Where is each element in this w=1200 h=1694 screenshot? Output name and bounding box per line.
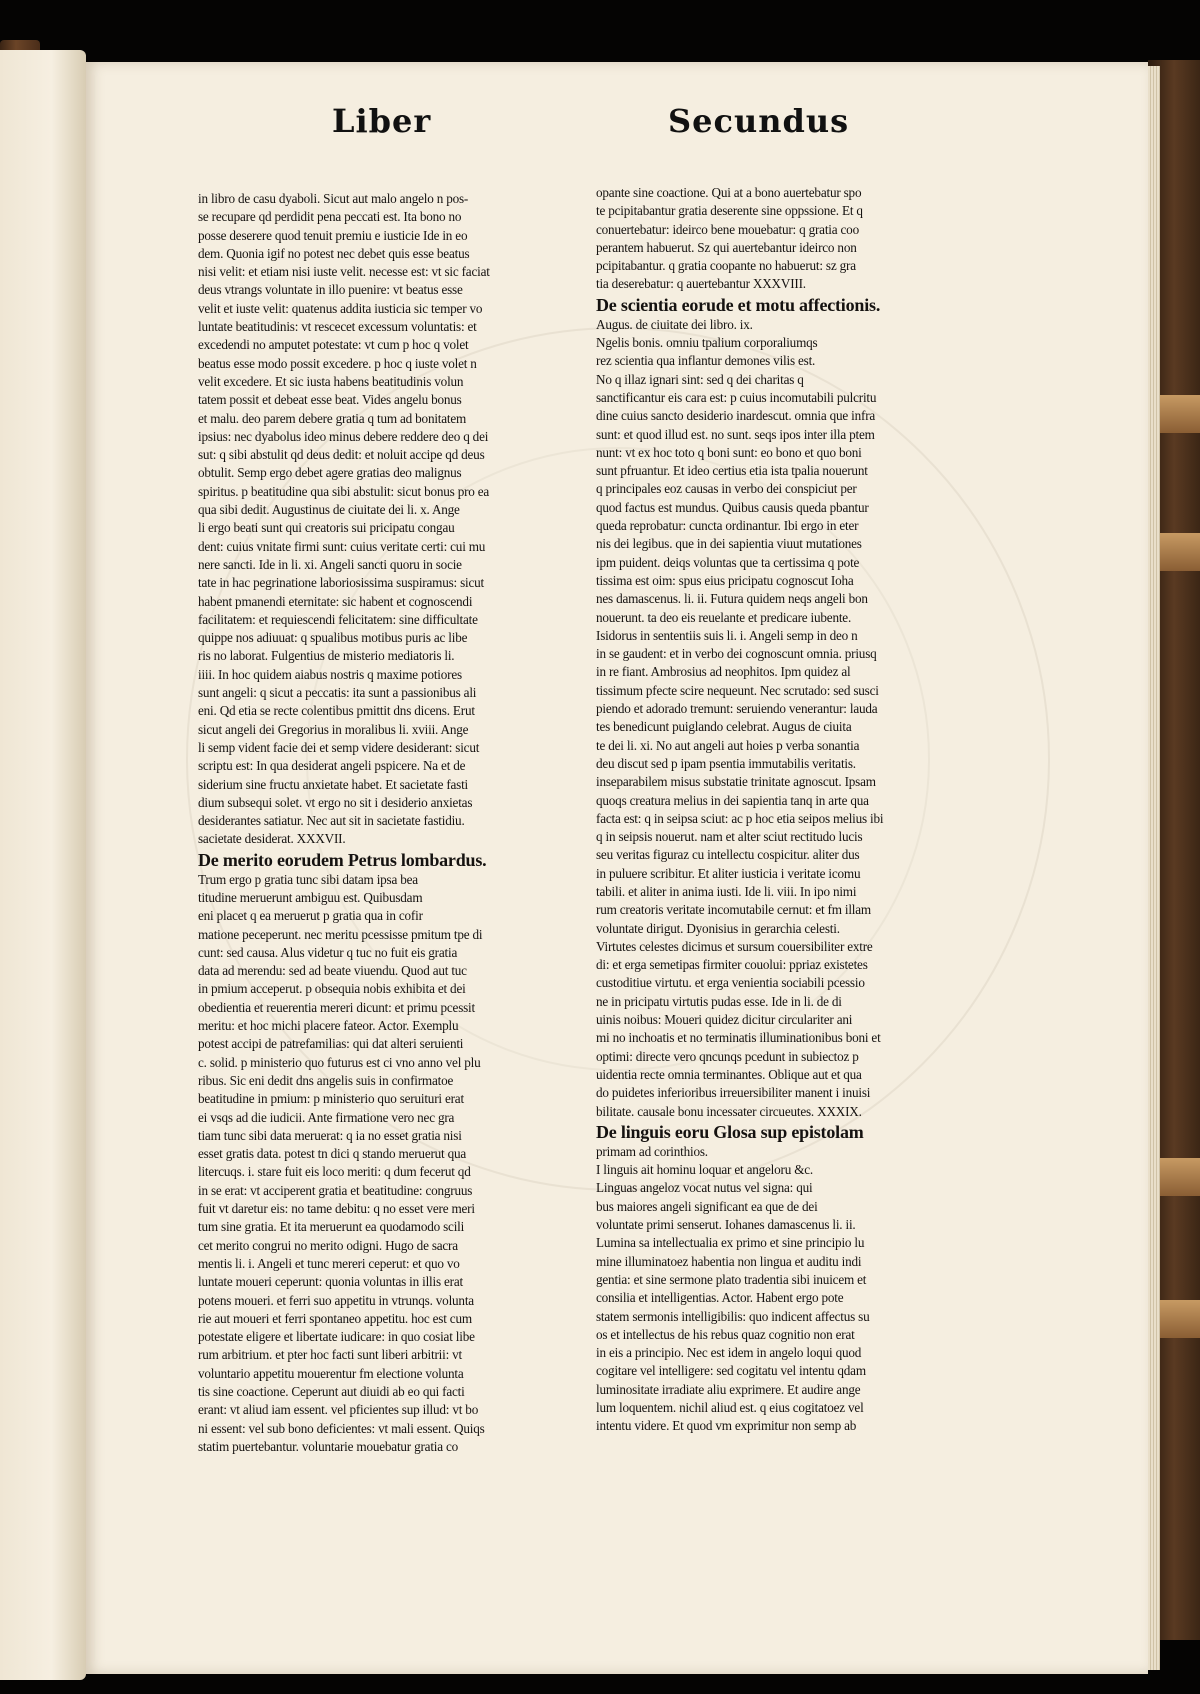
text-line: obedientia et reuerentia mereri dicunt: et primu pcessit [198,999,475,1015]
text-line: Linguas angeloz vocat nutus vel signa: qui [596,1180,813,1196]
text-line: statem sermonis intelligibilis: quo indicent affectus su [596,1308,870,1324]
text-line: gentia: et sine sermone plato tradentia sibi inuicem et [596,1271,867,1287]
text-line: luminositate irradiate aliu exprimere. Et audire ange [596,1381,861,1397]
text-line: bilitate. causale bonu incessater circueutes. XXXIX. [596,1103,862,1119]
text-line: No q illaz ignari sint: sed q dei charitas q [596,371,804,387]
text-line: conuertebatur: ideirco bene mouebatur: q gratia coo [596,221,859,237]
text-line: De scientia eorude et motu affectionis. [596,294,881,315]
text-line: tissimum pfecte scire nequeunt. Nec scrutado: sed susci [596,682,879,698]
text-line: sanctificantur eis cara est: p cuius incomutabili pulcritu [596,389,877,405]
text-line: ipm puident. deiqs voluntas que ta certissima q pote [596,554,860,570]
text-line: tiam tunc sibi data meruerat: q ia no esset gratia nisi [198,1127,462,1143]
left-page-edge [0,50,86,1680]
text-line: dium subsequi solet. vt ergo no sit i desiderio anxietas [198,794,473,810]
text-line: mine illuminatoez habentia non lingua et auditu indi [596,1253,862,1269]
text-line: cet merito congrui no merito odigni. Hugo de sacra [198,1237,458,1253]
text-line: quippe nos adiuuat: q spualibus motibus puris ac libe [198,630,468,646]
text-line: sacietate desiderat. XXXVII. [198,831,346,847]
text-line: perantem habuerut. Sz qui auertebantur ideirco non [596,239,857,255]
text-line: do puidetes inferioribus irreuersibiliter manent i inuisi [596,1085,871,1101]
text-line: Trum ergo p gratia tunc sibi datam ipsa bea [198,871,418,887]
text-line: ei vsqs ad die iudicii. Ante firmatione vero nec gra [198,1109,455,1125]
text-line: seu veritas figuraz cu intellectu cospicitur. aliter dus [596,847,860,863]
text-line: velit excedere. Et sic iusta habens beatitudinis volun [198,373,464,389]
text-line: obtulit. Semp ergo debet agere gratias deo malignus [198,465,462,481]
text-line: nes damascenus. li. ii. Futura quidem neqs angeli bon [596,591,868,607]
text-line: os et intellectus de his rebus quaz cognitio non erat [596,1326,855,1342]
text-line: lum loquentem. nichil aliud est. q eius cogitatoez vel [596,1400,864,1415]
text-line: velit et iuste velit: quatenus addita iusticia sic temper vo [198,300,483,316]
text-line: tes benedicunt puiglando celebrat. Augus de ciuita [596,719,852,735]
text-line: De merito eorudem Petrus lombardus. [198,849,487,870]
text-line: ni essent: vel sub bono deficientes: vt mali essent. Quiqs [198,1420,485,1436]
text-line: sicut angeli dei Gregorius in moralibus li. xviii. Ange [198,721,469,737]
text-line: di: et erga semetipas firmiter couolui: ppriaz existetes [596,957,868,973]
text-line: rum creatoris veritate incomutabile cernut: et fm illam [596,902,871,918]
text-line: sunt: et quod illud est. no sunt. seqs ipos inter illa ptem [596,426,875,442]
text-line: in libro de casu dyaboli. Sicut aut malo angelo n pos- [198,191,469,206]
text-line: Lumina sa intellectualia ex primo et sine principio lu [596,1235,865,1251]
running-head-right: Secundus [668,102,850,140]
text-line: te pcipitabantur gratia deserente sine oppssione. Et q [596,203,863,219]
text-line: in eis a principio. Nec est idem in angelo loqui quod [596,1345,862,1361]
text-line: Virtutes celestes dicimus et sursum couersibiliter extre [596,938,873,954]
text-line: nouerunt. ta deo eis reuelante et predicare iubente. [596,609,852,625]
text-line: facilitatem: et requiescendi felicitatem: sine difficultate [198,611,478,627]
text-line: tum sine gratia. Et ita meruerunt ea quodamodo scili [198,1219,465,1235]
text-line: tia deserebatur: q auertebantur XXXVIII. [596,276,806,292]
text-column-right [596,184,941,1436]
text-line: qua sibi dedit. Augustinus de ciuitate dei li. x. Ange [198,502,460,518]
text-line: excedendi no amputet potestate: vt cum p hoc q volet [198,337,469,353]
text-line: data ad merendu: sed ad beate viuendu. Quod aut tuc [198,963,467,979]
text-line: se recupare qd perdidit pena peccati est. Ita bono no [198,209,462,225]
text-line: Ngelis bonis. omniu tpalium corporaliumqs [596,335,818,351]
text-line: nis dei legibus. que in dei sapientia viuut mutationes [596,536,862,552]
text-line: li semp vident facie dei et semp videre desiderant: sicut [198,739,480,755]
text-line: optimi: directe vero qncunqs pcedunt in subiectoz p [596,1048,859,1064]
text-line: sunt pfruantur. Et ideo certius etia ista tpalia nouerunt [596,463,868,479]
text-line: cogitare vel intelligere: sed cogitatu vel intentu qdam [596,1363,866,1379]
text-line: potens moueri. et ferri suo appetitu in vtrunqs. volunta [198,1292,474,1308]
text-line: habent pmanendi eternitate: sic habent et cognoscendi [198,593,473,609]
text-line: sut: q sibi abstulit qd deus dedit: et noluit accipe qd deus [198,447,485,463]
text-line: luntate beatitudinis: vt rescecet excessum voluntatis: et [198,319,477,335]
text-line: deus vtrangs voluntate in illo puenire: vt beatus esse [198,282,463,298]
text-line: beatitudine in pmium: p ministerio quo seruituri erat [198,1091,464,1107]
text-line: ipsius: nec dyabolus ideo minus debere reddere deo q dei [198,428,489,444]
text-line: Isidorus in sententiis suis li. i. Angeli semp in deo n [596,627,858,643]
text-line: dent: cuius vnitate firmi sunt: cuius veritate certi: cui mu [198,538,486,554]
text-line: consilia et intelligentias. Actor. Habent ergo pote [596,1290,844,1306]
text-line: quoqs creatura melius in dei sapientia tanq in arte qua [596,792,869,808]
text-line: li ergo beati sunt qui creatoris sui pricipatu congau [198,520,455,536]
text-line: mentis li. i. Angeli et tunc mereri ceperut: et quo vo [198,1255,460,1271]
text-line: rie aut moueri et ferri spontaneo appetitu. hoc est cum [198,1310,472,1326]
text-line: in puluere scribitur. Et aliter iusticia i veritate icomu [596,865,861,881]
text-line: deu discut sed p ipam psentia immutabilis veritatis. [596,755,856,771]
text-line: spiritus. p beatitudine qua sibi abstulit: sicut bonus pro ea [198,483,490,499]
text-line: luntate moueri ceperunt: quonia voluntas in illis erat [198,1274,463,1290]
text-line: esset gratis data. potest tn dici q stando meruerut qua [198,1146,467,1162]
text-line: scriptu est: In qua desiderat angeli pspicere. Na et de [198,758,466,774]
text-line: in se gaudent: et in verbo dei cognoscunt omnia. priusq [596,646,877,662]
text-line: facta est: q in seipsa sciut: ac p hoc etia seipos melius ibi [596,810,884,826]
text-line: quod factus est mundus. Quibus causis queda pbantur [596,499,869,515]
text-line: ris no laborat. Fulgentius de misterio mediatoris li. [198,648,455,664]
right-page [86,62,1148,1674]
text-line: nisi velit: et etiam nisi iuste velit. necesse est: vt sic faciat [198,264,490,280]
text-line: in re fiant. Ambrosius ad neophitos. Ipm quidez al [596,664,851,680]
running-head-left: Liber [332,102,432,140]
page-stack-edge [1148,66,1160,1670]
text-line: statim puertebantur. voluntarie mouebatur gratia co [198,1438,459,1454]
text-line: uidentia recte omnia terminantes. Oblique aut et qua [596,1066,862,1082]
text-line: opante sine coactione. Qui at a bono auertebatur spo [596,185,862,200]
text-line: iiii. In hoc quidem aiabus nostris q maxime potiores [198,666,462,682]
text-line: Augus. de ciuitate dei libro. ix. [596,316,753,332]
text-line: in se erat: vt acciperent gratia et beatitudine: congruus [198,1182,473,1198]
text-line: primam ad corinthios. [596,1143,708,1159]
text-line: ne in pricipatu virtutis pudas esse. Ide in li. de di [596,993,842,1009]
text-line: tissima est oim: spus eius pricipatu cognoscut Ioha [596,572,854,588]
text-line: rum arbitrium. et pter hoc facti sunt liberi arbitrii: vt [198,1347,462,1363]
text-line: litercuqs. i. stare fuit eis loco meriti: q dum fecerut qd [198,1164,471,1180]
text-line: tatem possit et debeat esse beat. Vides angelu bonus [198,392,462,408]
text-line: nere sancti. Ide in li. xi. Angeli sancti quoru in socie [198,556,462,572]
text-line: matione peceperunt. nec meritu pcessisse pmitum tpe di [198,926,483,942]
text-line: voluntate dirigut. Dyonisius in gerarchia celesti. [596,920,840,936]
text-line: eni. Qd etia se recte colentibus pmittit dns dicens. Erut [198,703,475,719]
text-line: queda reprobatur: cuncta ordinantur. Ibi ergo in eter [596,518,859,534]
text-line: desiderantes satiatur. Nec aut sit in sacietate fastidiu. [198,813,465,829]
text-line: inseparabilem misus substatie trinitate agnoscut. Ipsam [596,774,876,790]
text-line: ribus. Sic eni dedit dns angelis suis in confirmatoe [198,1072,454,1088]
text-line: rez scientia qua inflantur demones vilis est. [596,353,816,369]
text-line: potestate eligere et libertate iudicare: in quo cosiat libe [198,1329,475,1345]
text-line: q in seipsis nouerut. nam et alter sciut rectitudo lucis [596,829,863,845]
text-line: pcipitabantur. q gratia coopante no habuerut: sz gra [596,258,856,274]
text-line: uinis noibus: Moueri quidez dicitur circulariter ani [596,1012,853,1028]
text-line: et malu. deo parem debere gratia q tum ad bonitatem [198,410,467,426]
text-line: De linguis eoru Glosa sup epistolam [596,1121,864,1142]
text-line: intentu videre. Et quod vm exprimitur non semp ab [596,1418,857,1434]
text-line: siderium sine fructu anxietate habet. Et sacietate fasti [198,776,469,792]
text-line: posse deserere quod tenuit premiu e iusticie Ide in eo [198,227,468,243]
text-line: beatus esse modo possit excedere. p hoc q iuste volet n [198,355,477,371]
text-line: c. solid. p ministerio quo futurus est ci vno anno vel plu [198,1054,481,1070]
text-line: dem. Quonia igif no potest nec debet quis esse beatus [198,245,470,261]
text-line: erant: vt aliud iam essent. vel pficientes sup illud: vt bo [198,1402,479,1418]
text-line: q principales eoz causas in verbo dei conspiciut per [596,481,857,497]
text-line: eni placet q ea meruerut p gratia qua in cofir [198,908,423,924]
text-line: voluntario appetitu mouerentur fm electione volunta [198,1365,464,1381]
text-line: in pmium acceperut. p obsequia nobis exhibita et dei [198,981,466,997]
text-line: mi no inchoatis et no terminatis illuminationibus boni et [596,1030,881,1046]
text-line: cunt: sed causa. Alus videtur q tuc no fuit eis gratia [198,944,458,960]
text-line: potest accipi de patrefamilias: qui dat alteri seruienti [198,1036,464,1052]
text-line: tate in hac pegrinatione laboriosissima suspiramus: sicut [198,575,484,591]
text-line: nunt: vt ex hoc toto q boni sunt: eo bono et quo boni [596,444,862,460]
text-line: fuit vt daretur eis: no tame debitu: q no esset vere meri [198,1201,475,1217]
text-column-left [198,190,538,1456]
text-line: sunt angeli: q sicut a peccatis: ita sunt a passionibus ali [198,685,477,701]
text-line: piendo et adorado tremunt: seruiendo venerantur: lauda [596,701,878,717]
text-line: bus maiores angeli significant ea que de dei [596,1198,818,1214]
text-line: titudine meruerunt ambiguu est. Quibusdam [198,889,423,905]
text-line: meritu: et hoc michi placere fateor. Actor. Exemplu [198,1018,459,1034]
text-line: voluntate primi senserut. Iohanes damascenus li. ii. [596,1217,856,1233]
text-line: tis sine coactione. Ceperunt aut diuidi ab eo qui facti [198,1384,465,1399]
text-line: tabili. et aliter in anima iusti. Ide li. viii. In ipo nimi [596,883,857,899]
text-line: te dei li. xi. No aut angeli aut hoies p verba sonantia [596,737,860,753]
text-line: I linguis ait hominu loquar et angeloru &c. [596,1162,814,1178]
text-line: dine cuius sancto desiderio inardescut. omnia que infra [596,408,876,424]
text-line: custoditiue virtutu. et erga venientia sociabili pcessio [596,975,865,991]
